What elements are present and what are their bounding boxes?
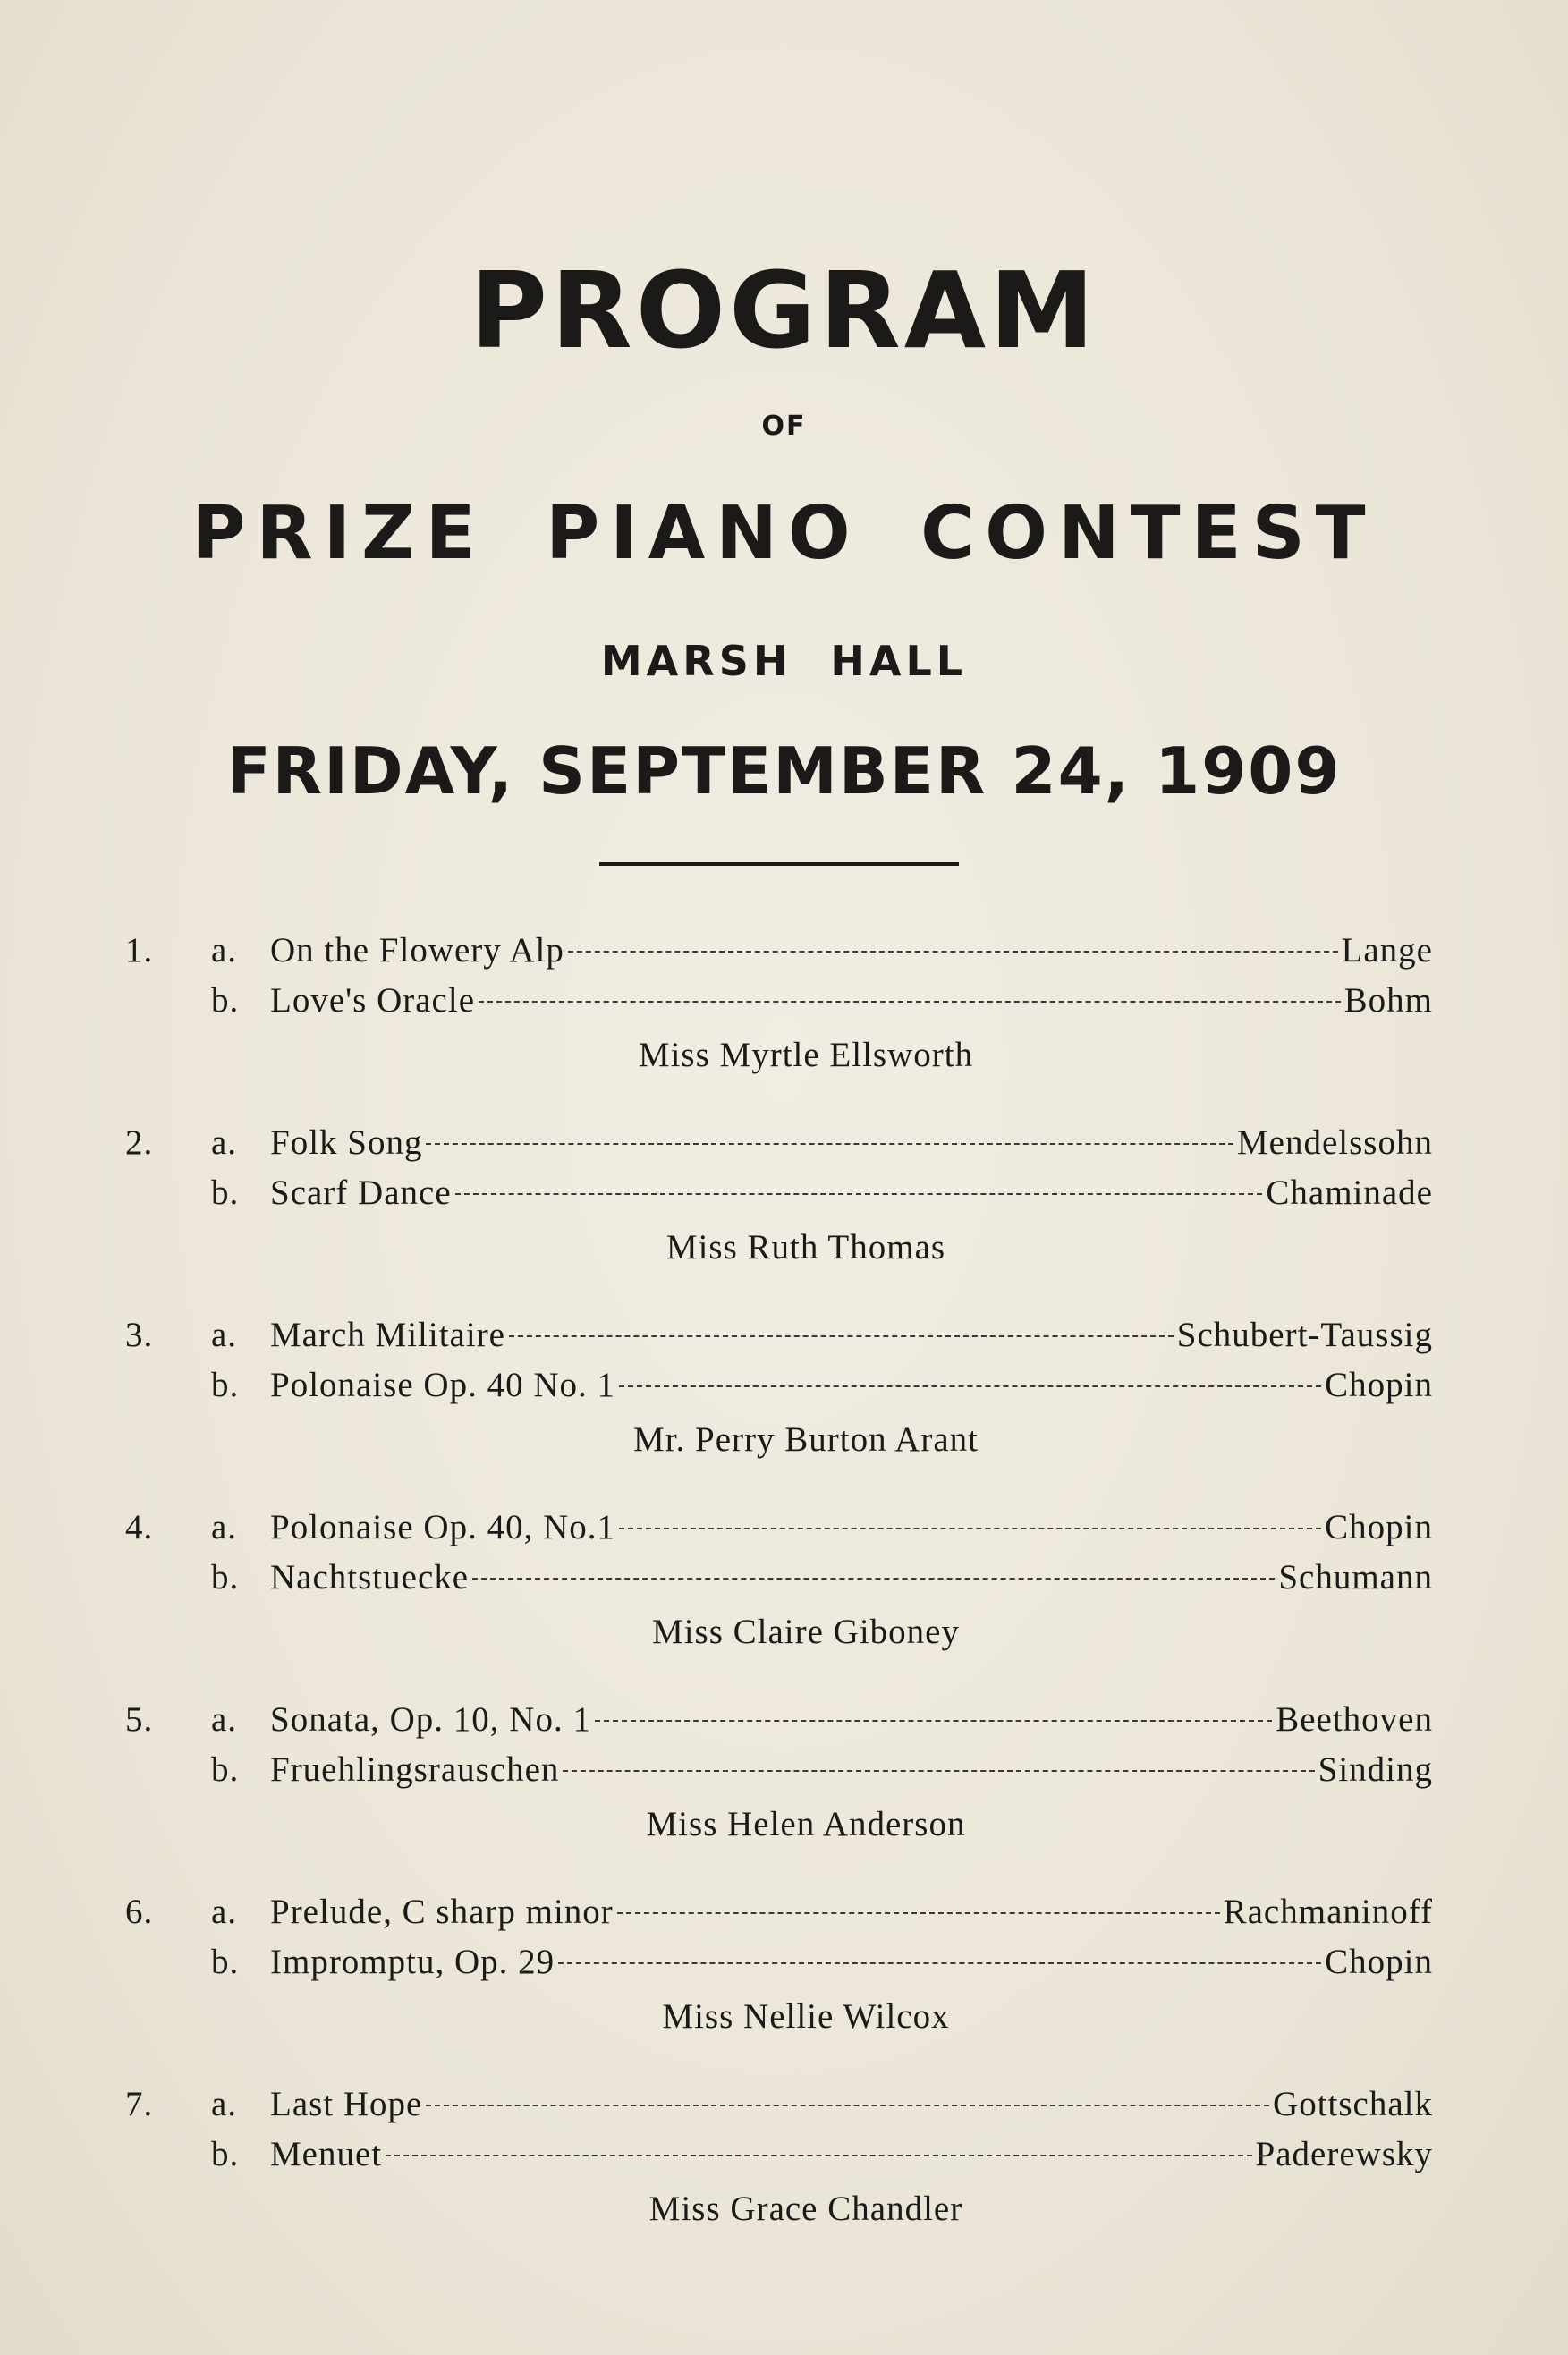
piece-letter: b. (211, 1173, 240, 1212)
composer: Schumann (1278, 1558, 1433, 1597)
program-line (125, 1315, 1433, 1365)
program-line (125, 1557, 1433, 1607)
leader-dots (426, 2105, 1269, 2106)
performer: Miss Grace Chandler (648, 2190, 963, 2228)
program-line (125, 1122, 1433, 1173)
item-number: 1. (125, 931, 154, 970)
composer: Rachmaninoff (1223, 1893, 1433, 1931)
item-number: 4. (125, 1508, 154, 1546)
piece-letter: b. (211, 1943, 240, 1981)
leader-dots (426, 1143, 1233, 1145)
program-line (125, 1892, 1433, 1942)
piece-entry (270, 1749, 1433, 1790)
piece-letter: b. (211, 2135, 240, 2173)
piece-title: Last Hope (270, 2085, 423, 2123)
piece-letter: a. (211, 1700, 238, 1739)
composer: Chaminade (1266, 1173, 1433, 1212)
program-group (125, 930, 1433, 1080)
piece-title: Scarf Dance (270, 1173, 452, 1212)
item-number: 7. (125, 2085, 154, 2123)
event-date: FRIDAY, SEPTEMBER 24, 1909 (226, 733, 1342, 809)
leader-dots (558, 1962, 1321, 1964)
piece-entry (270, 1557, 1433, 1597)
leader-dots (472, 1578, 1275, 1580)
program-line (125, 980, 1433, 1030)
leader-dots (509, 1335, 1174, 1337)
performer: Miss Myrtle Ellsworth (638, 1036, 974, 1074)
item-number: 5. (125, 1700, 154, 1739)
item-number: 6. (125, 1893, 154, 1931)
piece-letter: a. (211, 1893, 238, 1931)
piece-title: Sonata, Op. 10, No. 1 (270, 1700, 591, 1739)
leader-dots (568, 951, 1338, 953)
event-title: PRIZE PIANO CONTEST (191, 491, 1377, 576)
program-line (125, 1173, 1433, 1223)
program-group (125, 2084, 1433, 2234)
piece-entry (270, 1507, 1433, 1547)
piece-title: March Militaire (270, 1316, 505, 1354)
piece-letter: b. (211, 1558, 240, 1597)
piece-entry (270, 1173, 1433, 1213)
piece-entry (270, 1365, 1433, 1405)
leader-dots (479, 1001, 1341, 1003)
composer: Chopin (1325, 1508, 1433, 1546)
performer: Miss Ruth Thomas (665, 1228, 946, 1266)
program-group (125, 1507, 1433, 1657)
composer: Schubert-Taussig (1176, 1316, 1433, 1354)
piece-entry (270, 2084, 1433, 2124)
title-connector: OF (761, 411, 807, 442)
leader-dots (619, 1528, 1321, 1529)
piece-entry (270, 930, 1433, 970)
composer: Gottschalk (1273, 2085, 1433, 2123)
piece-entry (270, 1315, 1433, 1355)
program-group (125, 1699, 1433, 1850)
leader-dots (386, 2155, 1251, 2156)
leader-dots (617, 1912, 1220, 1914)
performer: Miss Claire Giboney (652, 1613, 960, 1651)
piece-title: Love's Oracle (270, 981, 476, 1020)
piece-title: Polonaise Op. 40 No. 1 (270, 1366, 615, 1404)
composer: Bohm (1343, 981, 1433, 1020)
composer: Chopin (1325, 1366, 1433, 1404)
piece-letter: a. (211, 1508, 238, 1546)
piece-entry (270, 1699, 1433, 1740)
leader-dots (455, 1193, 1263, 1195)
composer: Paderewsky (1255, 2135, 1433, 2173)
performer: Miss Helen Anderson (646, 1805, 966, 1843)
piece-letter: b. (211, 1750, 240, 1789)
program-line (125, 1749, 1433, 1800)
piece-letter: a. (211, 1316, 238, 1354)
piece-entry (270, 1122, 1433, 1163)
performer: Mr. Perry Burton Arant (633, 1420, 979, 1459)
program-group (125, 1892, 1433, 2042)
composer: Mendelssohn (1237, 1123, 1433, 1162)
leader-dots (619, 1385, 1321, 1387)
program-line (125, 1507, 1433, 1557)
composer: Lange (1341, 931, 1433, 970)
program-line (125, 2134, 1433, 2184)
piece-letter: a. (211, 1123, 238, 1162)
composer: Sinding (1318, 1750, 1433, 1789)
program-line (125, 930, 1433, 980)
piece-title: Polonaise Op. 40, No.1 (270, 1508, 615, 1546)
piece-title: Nachtstuecke (270, 1558, 470, 1597)
program-group (125, 1122, 1433, 1273)
piece-title: Folk Song (270, 1123, 423, 1162)
piece-title: Fruehlingsrauschen (270, 1750, 560, 1789)
piece-entry (270, 1892, 1433, 1932)
leader-dots (563, 1770, 1314, 1772)
piece-title: Prelude, C sharp minor (270, 1893, 614, 1931)
item-number: 2. (125, 1123, 154, 1162)
program-list (125, 930, 1433, 2276)
piece-letter: a. (211, 931, 238, 970)
program-group (125, 1315, 1433, 1465)
composer: Beethoven (1276, 1700, 1433, 1739)
piece-title: Impromptu, Op. 29 (270, 1943, 555, 1981)
piece-letter: b. (211, 1366, 240, 1404)
item-number: 3. (125, 1316, 154, 1354)
piece-title: On the Flowery Alp (270, 931, 564, 970)
piece-letter: b. (211, 981, 240, 1020)
program-line (125, 1699, 1433, 1749)
piece-letter: a. (211, 2085, 238, 2123)
piece-entry (270, 2134, 1433, 2174)
piece-title: Menuet (270, 2135, 383, 2173)
composer: Chopin (1325, 1943, 1433, 1981)
program-line (125, 1365, 1433, 1415)
divider (599, 862, 959, 866)
performer: Miss Nellie Wilcox (662, 1997, 950, 2036)
program-line (125, 2084, 1433, 2134)
program-line (125, 1942, 1433, 1992)
venue: MARSH HALL (600, 637, 968, 685)
piece-entry (270, 980, 1433, 1021)
piece-entry (270, 1942, 1433, 1982)
leader-dots (595, 1720, 1272, 1722)
page-title: PROGRAM (470, 249, 1098, 372)
